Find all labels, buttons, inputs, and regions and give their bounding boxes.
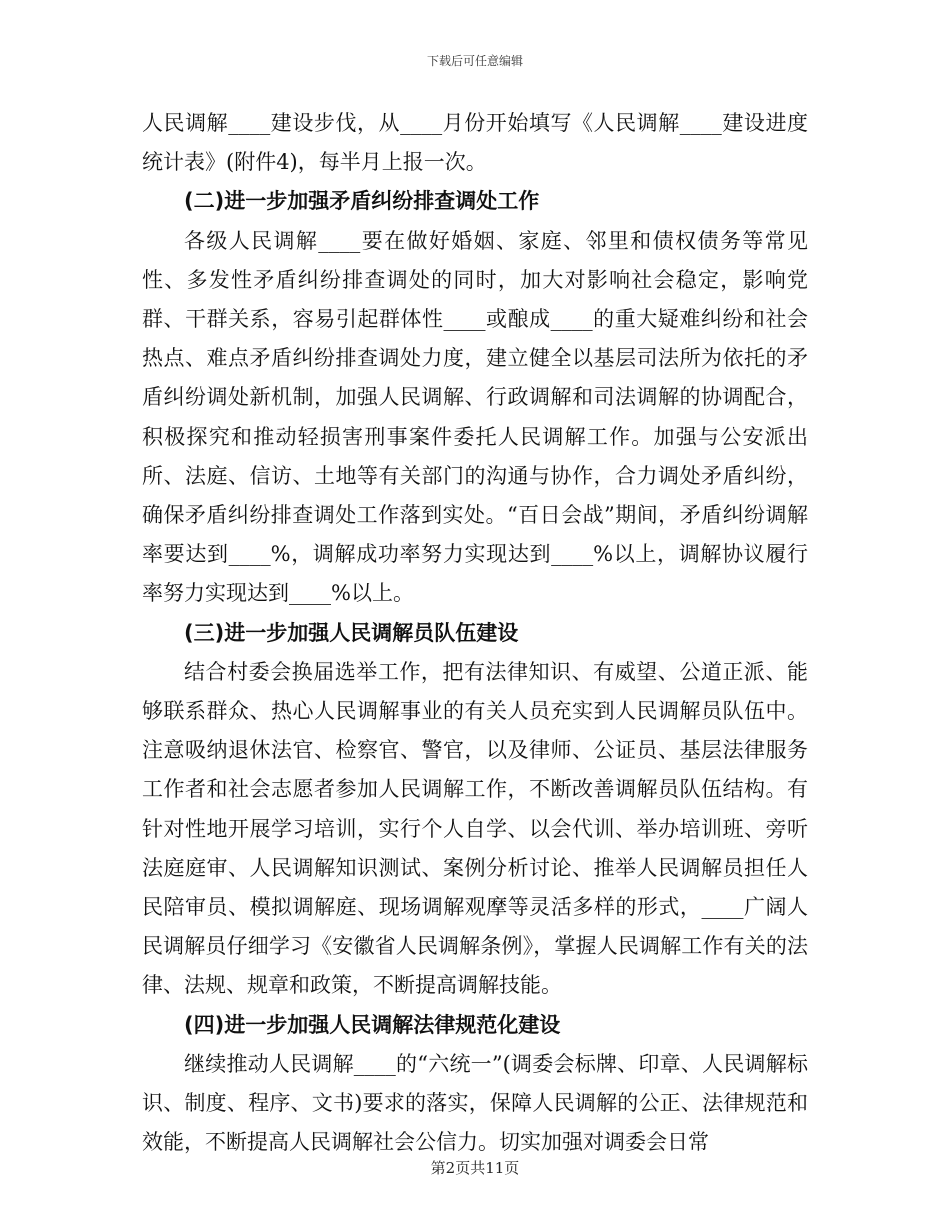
section-heading-3: (三)进一步加强人民调解员队伍建设 <box>184 620 519 645</box>
section-heading-4: (四)进一步加强人民调解法律规范化建设 <box>184 1012 561 1037</box>
paragraph-3: 结合村委会换届选举工作，把有法律知识、有威望、公道正派、能够联系群众、热心人民调解事业的有关人员充实到人民调解员队伍中。注意吸纳退休法官、检察官、警官，以及律师、公证员、基层法律服务工作者和社会志愿者参加人民调解工作，不断改善调解员队伍结构。有针对性地开展学习培训，实行个人自学、以会代训、举办培训班、旁听法庭庭审、人民调解知识测试、案例分析讨论、推举人民调解员担任人民陪审员、模拟调解庭、现场调解观摩等灵活多样的形式，____广阔人民调解员仔细学习《安徽省人民调解条例》，掌握人民调解工作有关的法律、法规、规章和政策，不断提高调解技能。 <box>142 659 808 998</box>
paragraph-4: 继续推动人民调解____的“六统一”(调委会标牌、印章、人民调解标识、制度、程序、文书)要求的落实，保障人民调解的公正、法律规范和效能，不断提高人民调解社会公信力。切实加强对调委会日常 <box>142 1051 808 1155</box>
document-body <box>142 104 808 1162</box>
paragraph-2: 各级人民调解____要在做好婚姻、家庭、邻里和债权债务等常见性、多发性矛盾纠纷排查调处的同时，加大对影响社会稳定，影响党群、干群关系，容易引起群体性____或酿成____的重大疑难纠纷和社会热点、难点矛盾纠纷排查调处力度，建立健全以基层司法所为依托的矛盾纠纷调处新机制，加强人民调解、行政调解和司法调解的协调配合，积极探究和推动轻损害刑事案件委托人民调解工作。加强与公安派出所、法庭、信访、土地等有关部门的沟通与协作，合力调处矛盾纠纷，确保矛盾纠纷排查调处工作落到实处。“百日会战”期间，矛盾纠纷调解率要达到____%，调解成功率努力实现达到____%以上，调解协议履行率努力实现达到____%以上。 <box>142 228 808 606</box>
page-number: 第2页共11页 <box>430 1159 520 1177</box>
section-heading-2: (二)进一步加强矛盾纠纷排查调处工作 <box>184 189 540 214</box>
paragraph-continuation: 人民调解____建设步伐，从____月份开始填写《人民调解____建设进度统计表》(附件4)，每半月上报一次。 <box>142 111 808 175</box>
page-header: 下载后可任意编辑 <box>426 54 523 68</box>
